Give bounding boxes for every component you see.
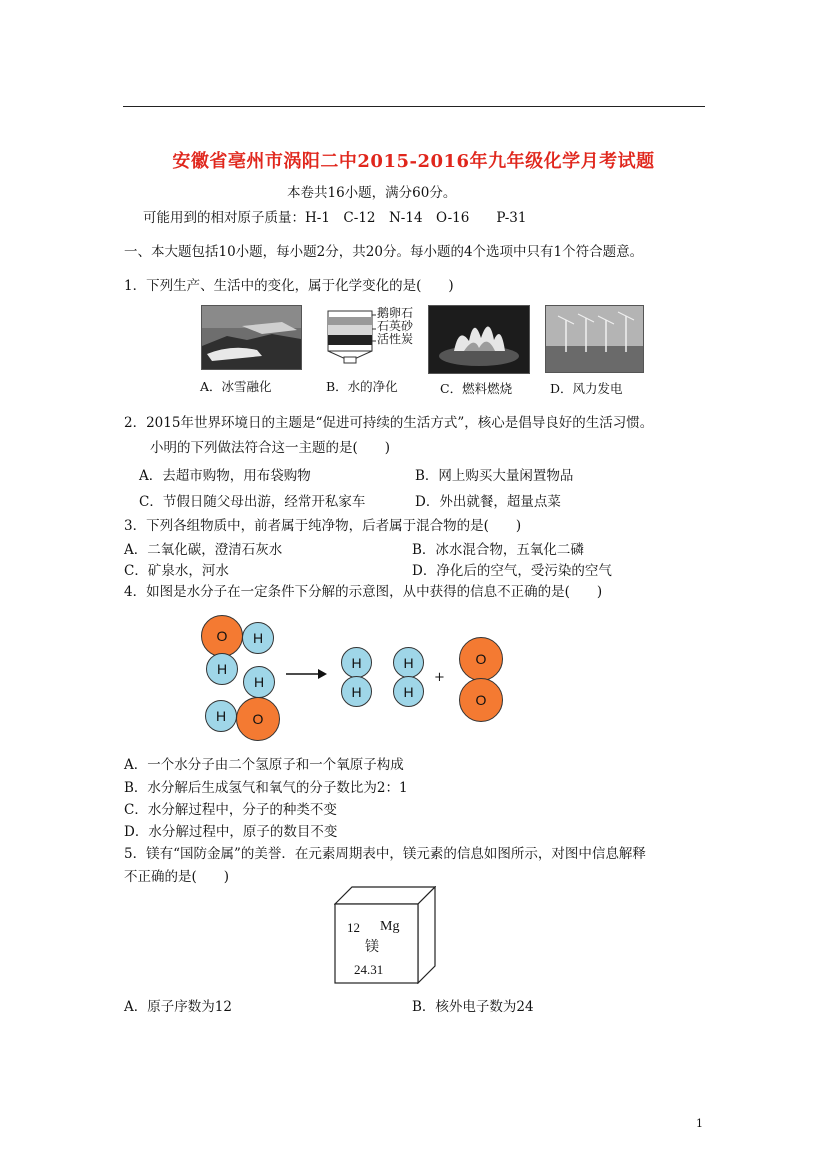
q5-stem: 5．镁有“国防金属”的美誉．在元素周期表中，镁元素的信息如图所示，对图中信息解释 xyxy=(124,846,646,862)
wind-power-photo xyxy=(545,305,644,373)
q4-option-a: A．一个水分子由二个氢原子和一个氧原子构成 xyxy=(124,757,404,773)
q4-option-c: C．水分解过程中，分子的种类不变 xyxy=(124,802,337,818)
atom-hydrogen: H xyxy=(206,653,238,685)
q5-option-a: A．原子序数为12 xyxy=(124,999,232,1015)
q1-option-d: D．风力发电 xyxy=(550,381,623,396)
q3-option-b: B．冰水混合物，五氧化二磷 xyxy=(412,542,584,558)
atom-oxygen: O xyxy=(459,678,503,722)
reaction-arrow-icon xyxy=(286,668,328,680)
element-atomic-mass: 24.31 xyxy=(354,962,384,977)
q2-stem: 2．2015年世界环境日的主题是“促进可持续的生活方式”，核心是倡导良好的生活习惯。 xyxy=(124,415,654,431)
page-number: 1 xyxy=(696,1117,703,1130)
filter-labels xyxy=(377,307,413,346)
q1-option-b: B．水的净化 xyxy=(326,379,398,394)
plus-sign: + xyxy=(434,670,445,685)
atom-hydrogen: H xyxy=(341,676,372,707)
element-name: 镁 xyxy=(365,939,379,955)
water-filter-diagram xyxy=(320,305,432,373)
q1-option-c: C．燃料燃烧 xyxy=(440,381,513,396)
section-1-heading: 一、本大题包括10小题，每小题2分，共20分。每小题的4个选项中只有1个符合题意。 xyxy=(124,244,644,260)
atom-hydrogen: H xyxy=(341,647,372,678)
q1-option-a: A．冰雪融化 xyxy=(200,379,272,394)
filter-label-pebbles: 鹅卵石 xyxy=(377,306,414,320)
atom-oxygen: O xyxy=(201,615,243,657)
exam-title: 安徽省亳州市涡阳二中2015-2016年九年级化学月考试题 xyxy=(172,151,655,172)
q3-stem: 3．下列各组物质中，前者属于纯净物，后者属于混合物的是( ) xyxy=(124,518,522,534)
atom-hydrogen: H xyxy=(393,676,424,707)
atom-hydrogen: H xyxy=(243,666,275,698)
atom-oxygen: O xyxy=(236,697,280,741)
q3-option-d: D．净化后的空气，受污染的空气 xyxy=(412,563,612,579)
q2-stem-2: 小明的下列做法符合这一主题的是( ) xyxy=(150,440,391,456)
periodic-element-cube xyxy=(334,886,436,984)
q4-option-b: B．水分解后生成氢气和氧气的分子数比为2：1 xyxy=(124,780,408,796)
snow-melting-photo xyxy=(201,305,302,370)
element-symbol: Mg xyxy=(380,919,400,934)
exam-subtitle: 本卷共16小题，满分60分。 xyxy=(287,185,457,201)
filter-label-carbon: 活性炭 xyxy=(377,332,414,346)
q2-option-b: B．网上购买大量闲置物品 xyxy=(415,468,574,484)
header-rule xyxy=(123,106,705,107)
q5-stem-2: 不正确的是( ) xyxy=(124,869,230,885)
fuel-burning-photo xyxy=(428,305,530,374)
q2-option-c: C．节假日随父母出游，经常开私家车 xyxy=(139,494,366,510)
q2-option-d: D．外出就餐，超量点菜 xyxy=(415,494,561,510)
q1-stem: 1．下列生产、生活中的变化，属于化学变化的是( ) xyxy=(124,278,454,294)
q3-option-c: C．矿泉水，河水 xyxy=(124,563,229,579)
q3-option-a: A．二氧化碳，澄清石灰水 xyxy=(124,542,283,558)
atom-hydrogen: H xyxy=(393,647,424,678)
atomic-masses: 可能用到的相对原子质量：H-1 C-12 N-14 O-16 P-31 xyxy=(143,210,527,226)
atom-oxygen: O xyxy=(459,637,503,681)
element-atomic-number: 12 xyxy=(347,920,360,935)
atom-hydrogen: H xyxy=(205,700,237,732)
q5-option-b: B．核外电子数为24 xyxy=(412,999,534,1015)
atom-hydrogen: H xyxy=(242,622,274,654)
filter-label-quartz: 石英砂 xyxy=(377,319,414,333)
q4-stem: 4．如图是水分子在一定条件下分解的示意图，从中获得的信息不正确的是( ) xyxy=(124,584,603,600)
q4-option-d: D．水分解过程中，原子的数目不变 xyxy=(124,824,338,840)
q2-option-a: A．去超市购物，用布袋购物 xyxy=(139,468,311,484)
